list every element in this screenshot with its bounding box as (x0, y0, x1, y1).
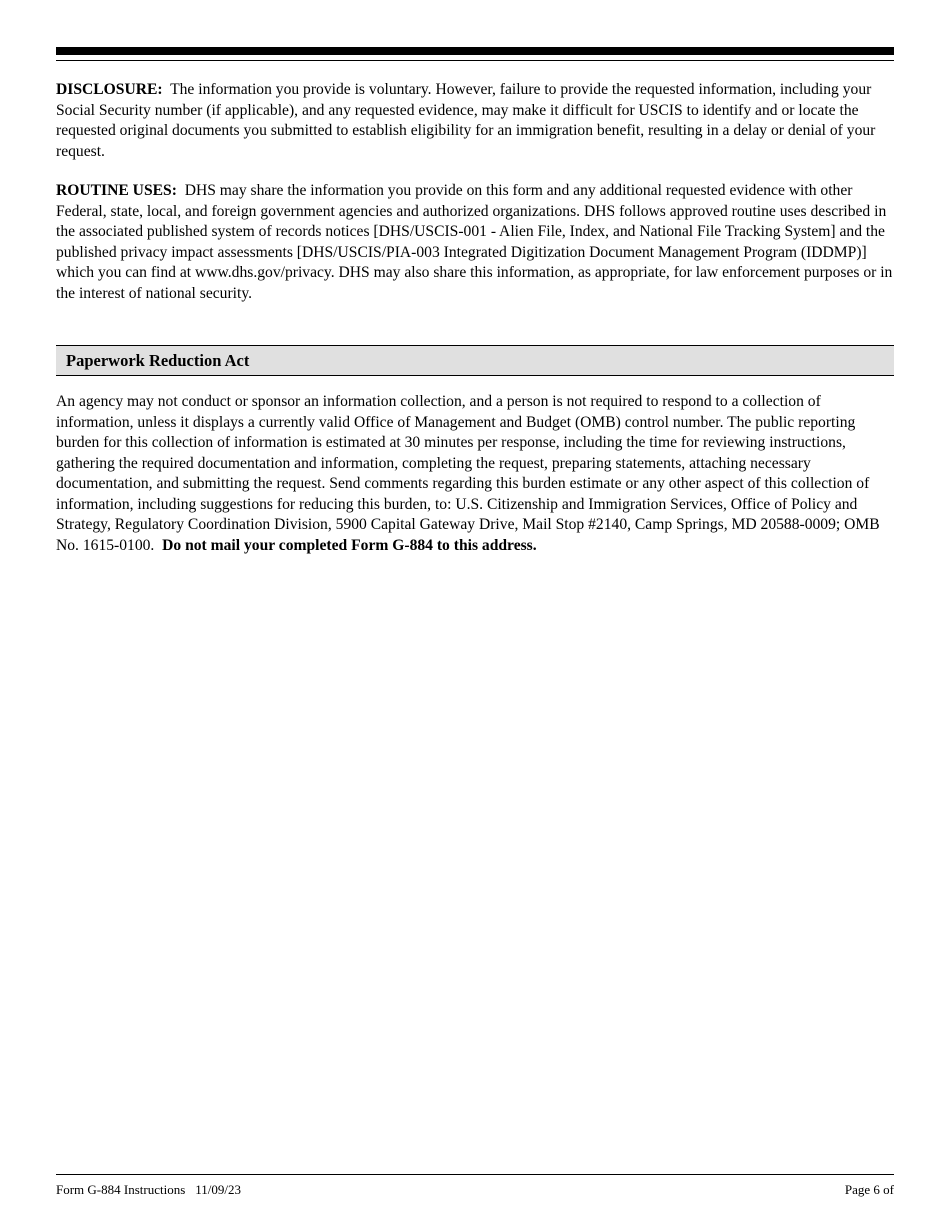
footer-form-name: Form G-884 Instructions (56, 1182, 186, 1197)
disclosure-text: The information you provide is voluntary. However, failure to provide the requested information, including your Social Security number (if applicable), and any requested evidence, may make it difficult for USCIS to identify and or locate the requested original documents you submitted to establish eligibility for an immigration benefit, resulting in a delay or denial of your request. (56, 81, 876, 160)
disclosure-paragraph (56, 80, 896, 162)
top-rule-thin (56, 60, 894, 61)
footer-rule (56, 1174, 894, 1175)
footer-page-number: Page 6 of (844, 1182, 894, 1197)
footer-form-info (56, 1182, 241, 1198)
paperwork-paragraph (56, 392, 896, 556)
disclosure-label: DISCLOSURE: (56, 81, 163, 98)
paperwork-heading: Paperwork Reduction Act (66, 351, 250, 370)
paperwork-section-header (56, 345, 894, 376)
footer-edition-date: 11/09/23 (195, 1182, 242, 1197)
routine-uses-paragraph (56, 181, 896, 304)
routine-uses-label: ROUTINE USES: (56, 182, 177, 199)
top-rule-thick (56, 47, 894, 55)
paperwork-bold-notice: Do not mail your completed Form G-884 to this address. (162, 536, 537, 554)
paperwork-text: An agency may not conduct or sponsor an information collection, and a person is not required to respond to a collection of information, unless it displays a currently valid Office of Management and Budget (OMB) control number. The public reporting burden for this collection of information is estimated at 30 minutes per response, including the time for reviewing instructions, gathering the required documentation and information, completing the request, preparing statements, attaching necessary documentation, and submitting the request. Send comments regarding this burden estimate or any other aspect of this collection of information, including suggestions for reducing this burden, to: U.S. Citizenship and Immigration Services, Office of Policy and Strategy, Regulatory Coordination Division, 5900 Capital Gateway Drive, Mail Stop #2140, Camp Springs, MD 20588-0009; OMB No. 1615-0100. (56, 393, 880, 554)
routine-uses-text: DHS may share the information you provide on this form and any additional requested evidence with other Federal, state, local, and foreign government agencies and authorized organizations. DHS follows approved routine uses described in the associated published system of records notices [DHS/USCIS-001 - Alien File, Index, and National File Tracking System] and the published privacy impact assessments [DHS/USCIS/PIA-003 Integrated Digitization Document Management Program (IDDMP)] which you can find at www.dhs.gov/privacy. DHS may also share this information, as appropriate, for law enforcement purposes or in the interest of national security. (56, 182, 893, 302)
